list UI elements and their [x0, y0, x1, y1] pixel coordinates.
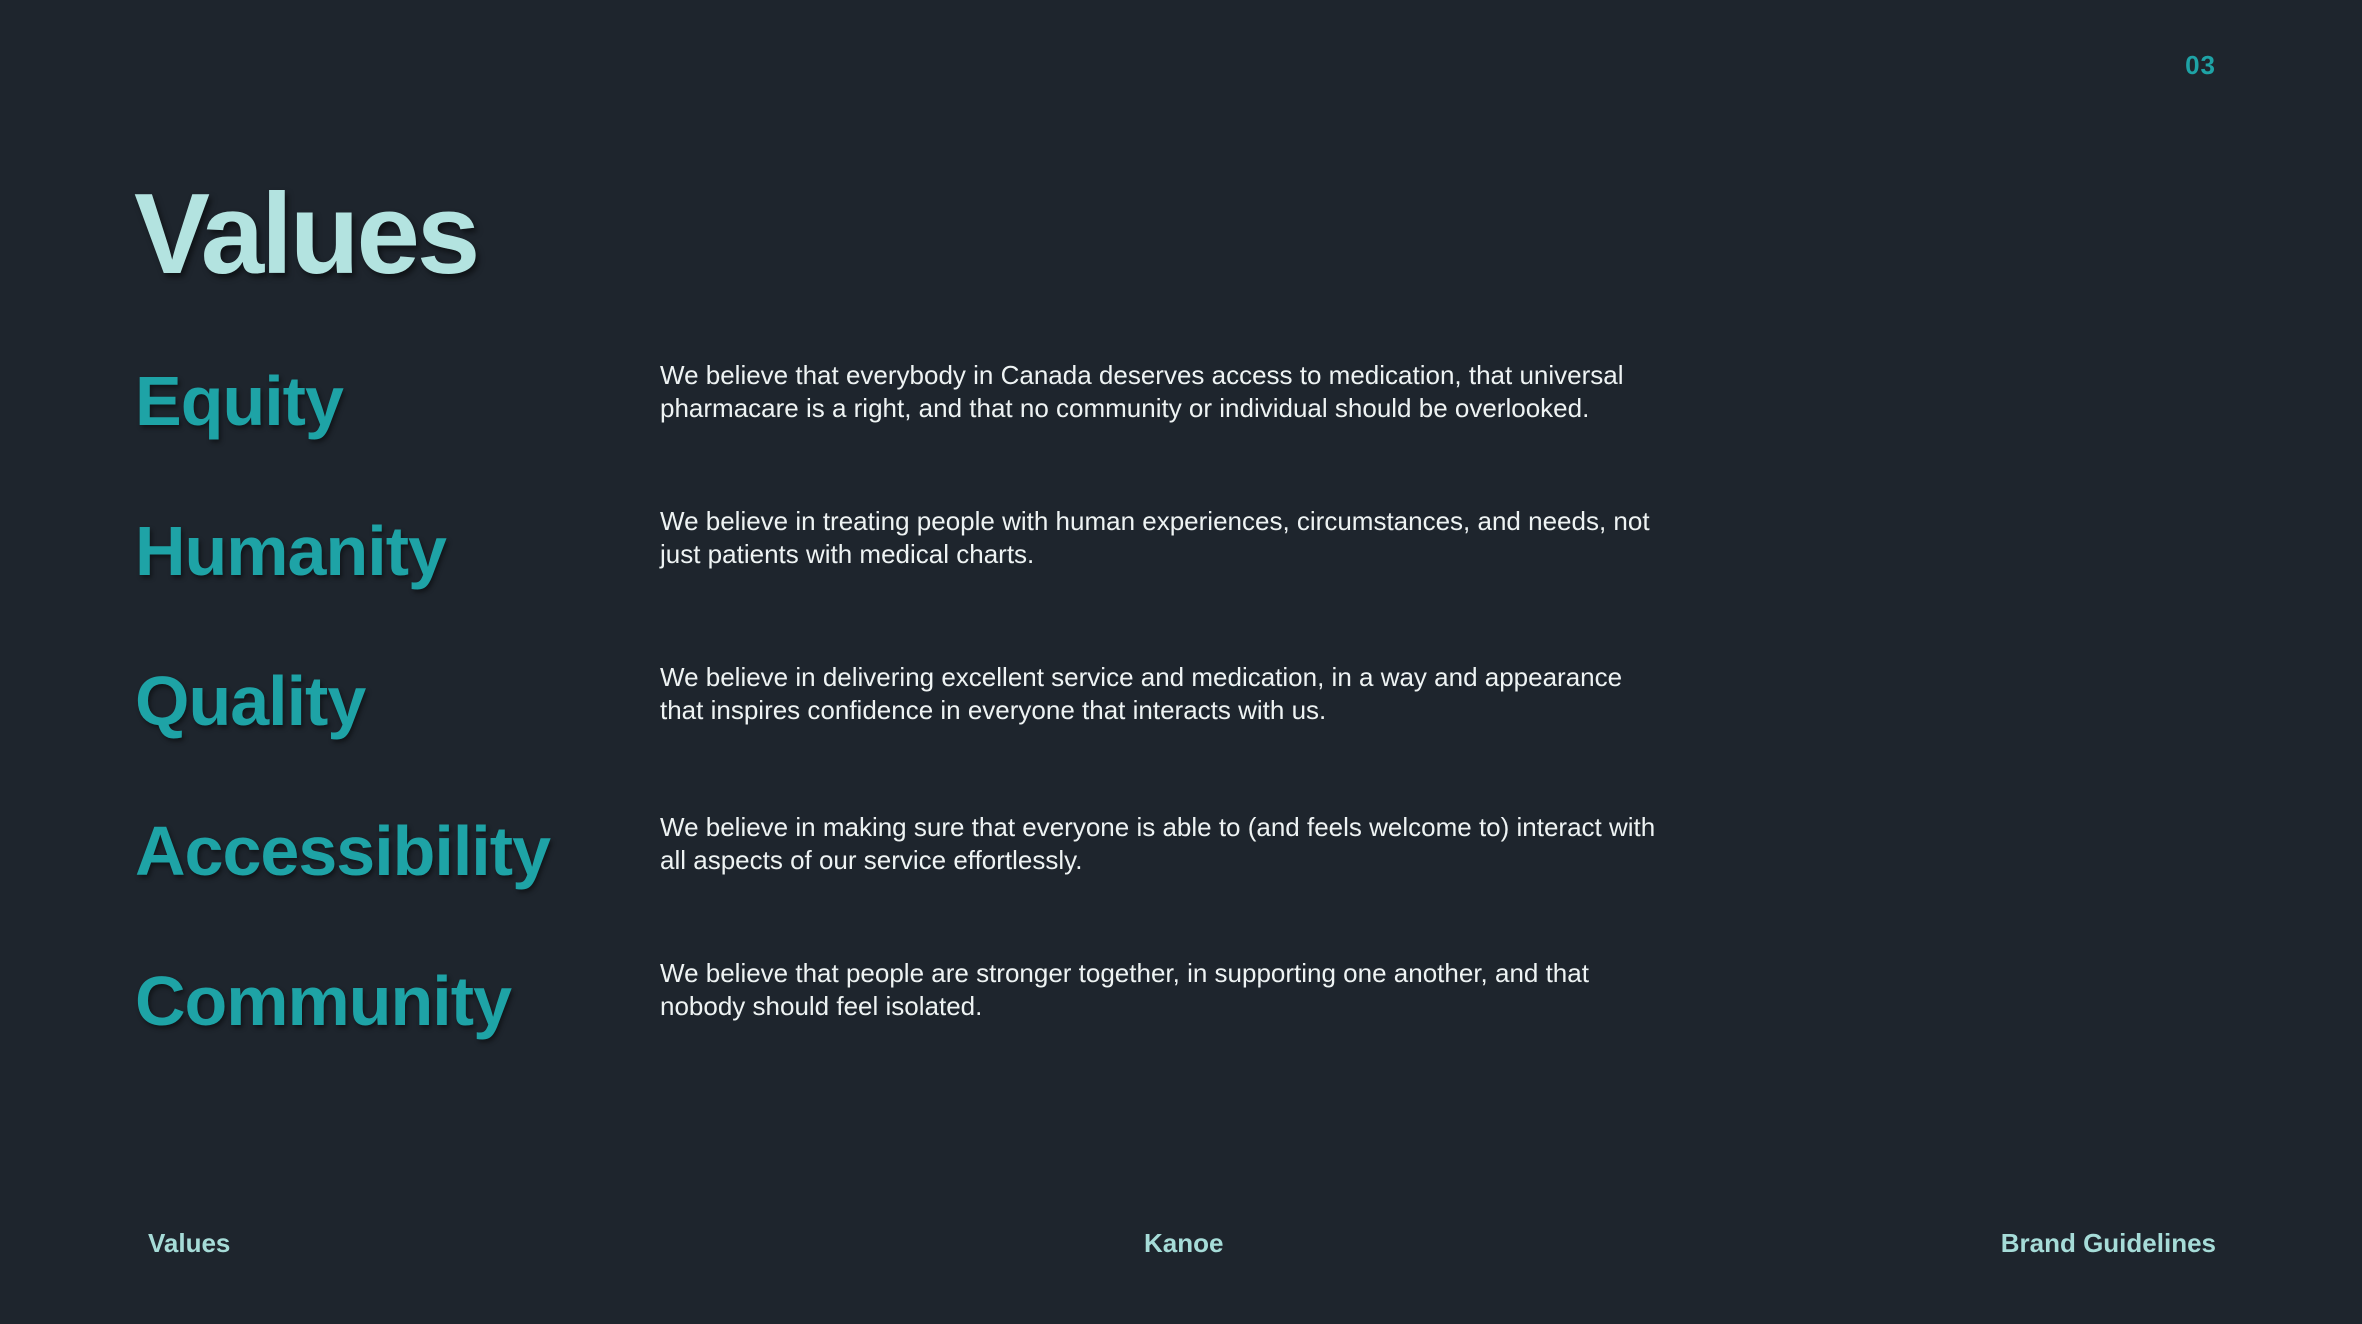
value-name-equity: Equity: [135, 362, 343, 440]
value-row-quality: [0, 656, 2362, 776]
page-title: Values: [134, 171, 478, 298]
value-description-quality: We believe in delivering excellent service and medication, in a way and appearance that inspires confidence in everyone that interacts with us.: [660, 662, 1623, 725]
footer-document-title: Brand Guidelines: [2000, 1228, 2216, 1258]
value-row-humanity: [0, 506, 2362, 626]
value-description-community: We believe that people are stronger together, in supporting one another, and that nobody should feel isolated.: [660, 958, 1589, 1021]
value-description-equity: We believe that everybody in Canada deserves access to medication, that universal pharmacare is a right, and that no community or individual should be overlooked.: [660, 360, 1624, 423]
page-number: 03: [2185, 50, 2216, 80]
footer-section-label: Values: [148, 1228, 231, 1258]
value-description-humanity: We believe in treating people with human experiences, circumstances, and needs, not just patients with medical charts.: [660, 506, 1650, 569]
value-name-community: Community: [135, 962, 511, 1040]
value-row-accessibility: [0, 806, 2362, 926]
value-name-accessibility: Accessibility: [135, 812, 550, 890]
value-row-community: [0, 956, 2362, 1076]
value-row-equity: [0, 356, 2362, 476]
value-name-quality: Quality: [135, 662, 366, 740]
footer-brand-name: Kanoe: [1144, 1228, 1224, 1258]
value-name-humanity: Humanity: [135, 512, 446, 590]
value-description-accessibility: We believe in making sure that everyone is able to (and feels welcome to) interact with all aspects of our service effortlessly.: [660, 812, 1656, 875]
